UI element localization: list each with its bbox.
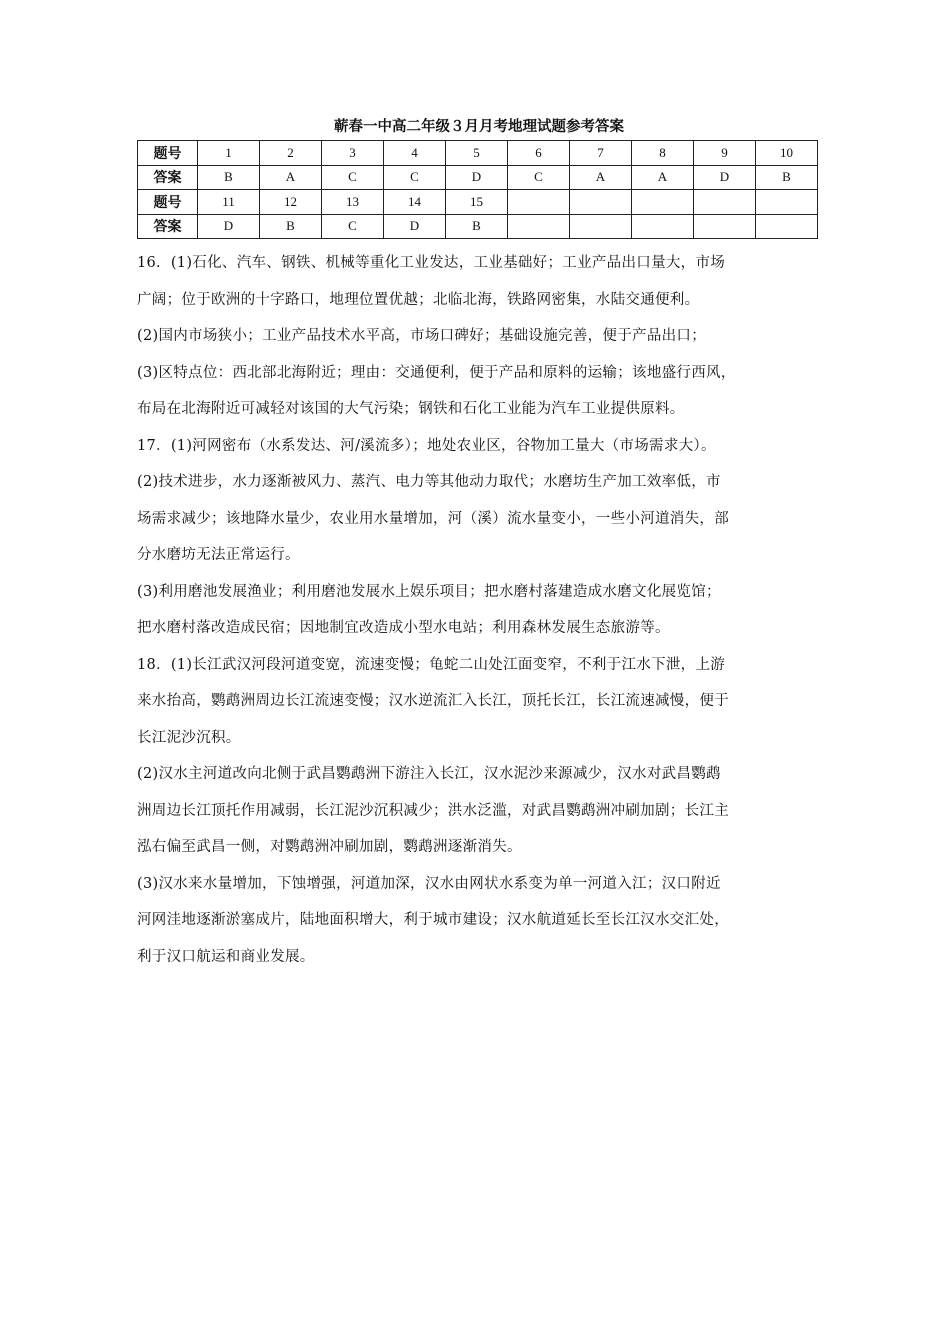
answer-line: 来水抬高，鹦鹉洲周边长江流速变慢；汉水逆流汇入长江，顶托长江，长江流速减慢，便于 <box>137 693 729 709</box>
answer-line: 分水磨坊无法正常运行。 <box>137 547 300 563</box>
row-label: 答案 <box>138 214 198 239</box>
answer-paragraph <box>137 318 817 355</box>
answer-line: (3)利用磨池发展渔业；利用磨池发展水上娱乐项目；把水磨村落建造成水磨文化展览馆； <box>137 583 721 600</box>
table-cell: A <box>260 165 322 190</box>
table-cell: C <box>322 214 384 239</box>
table-cell: C <box>322 165 384 190</box>
answer-line: 16．(1)石化、汽车、钢铁、机械等重化工业发达，工业基础好；工业产品出口量大，市场 <box>137 255 726 271</box>
table-row <box>138 214 818 239</box>
answer-paragraph <box>137 428 817 465</box>
answer-line: 河网洼地逐渐淤塞成片，陆地面积增大，利于城市建设；汉水航道延长至长江汉水交汇处， <box>137 912 729 928</box>
answer-line: (3)汉水来水量增加，下蚀增强，河道加深，汉水由网状水系变为单一河道入江；汉口附近 <box>137 875 721 892</box>
answer-line: 泓右偏至武昌一侧，对鹦鹉洲冲刷加剧，鹦鹉洲逐渐消失。 <box>137 839 522 855</box>
page-title: 蕲春一中高二年级３月月考地理试题参考答案 <box>334 118 624 135</box>
table-cell: D <box>694 165 756 190</box>
answer-line: 广阔；位于欧洲的十字路口，地理位置优越；北临北海，铁路网密集，水陆交通便利。 <box>137 291 700 308</box>
table-row <box>138 165 818 190</box>
answer-line: 把水磨村落改造成民宿；因地制宜改造成小型水电站；利用森林发展生态旅游等。 <box>137 620 670 636</box>
answer-paragraph <box>137 464 817 574</box>
table-cell: A <box>570 165 632 190</box>
table-cell <box>756 190 818 215</box>
table-row <box>138 141 818 166</box>
table-cell <box>632 190 694 215</box>
row-label: 题号 <box>138 190 198 215</box>
table-cell: 14 <box>384 190 446 215</box>
answer-line: (2)技术进步，水力逐渐被风力、蒸汽、电力等其他动力取代；水磨坊生产加工效率低，市 <box>137 474 721 490</box>
table-cell: D <box>384 214 446 239</box>
row-label: 答案 <box>138 165 198 190</box>
answer-paragraph <box>137 245 817 318</box>
table-row <box>138 190 818 215</box>
table-cell <box>508 190 570 215</box>
table-cell: B <box>446 214 508 239</box>
table-cell: B <box>756 165 818 190</box>
table-cell: 1 <box>198 141 260 166</box>
answer-explanations <box>137 245 817 975</box>
table-cell: B <box>198 165 260 190</box>
table-cell: 12 <box>260 190 322 215</box>
answer-paragraph <box>137 756 817 866</box>
answer-paragraph <box>137 355 817 428</box>
table-cell: C <box>384 165 446 190</box>
table-cell <box>508 214 570 239</box>
answer-paragraph <box>137 866 817 976</box>
answer-line: 长江泥沙沉积。 <box>137 729 241 746</box>
table-cell: 11 <box>198 190 260 215</box>
answer-line: 洲周边长江顶托作用减弱，长江泥沙沉积减少；洪水泛滥，对武昌鹦鹉洲冲刷加剧；长江主 <box>137 802 729 819</box>
table-cell <box>570 190 632 215</box>
table-cell <box>694 190 756 215</box>
answer-line: 场需求减少；该地降水量少，农业用水量增加，河（溪）流水量变小，一些小河道消失，部 <box>137 510 729 527</box>
table-cell: D <box>446 165 508 190</box>
table-cell: 15 <box>446 190 508 215</box>
table-cell: B <box>260 214 322 239</box>
answer-paragraph <box>137 574 817 647</box>
row-label: 题号 <box>138 141 198 166</box>
table-cell <box>694 214 756 239</box>
table-cell: D <box>198 214 260 239</box>
answer-line: (2)汉水主河道改向北侧于武昌鹦鹉洲下游注入长江，汉水泥沙来源减少，汉水对武昌鹦鹉 <box>137 766 721 782</box>
answer-table <box>137 140 818 239</box>
table-cell: 5 <box>446 141 508 166</box>
table-cell: 9 <box>694 141 756 166</box>
answer-line: 18．(1)长江武汉河段河道变宽，流速变慢；龟蛇二山处江面变窄，不利于江水下泄，上游 <box>137 656 726 673</box>
table-cell <box>570 214 632 239</box>
table-cell: 8 <box>632 141 694 166</box>
answer-line: (2)国内市场狭小；工业产品技术水平高，市场口碑好；基础设施完善，便于产品出口； <box>137 328 707 344</box>
table-cell: 10 <box>756 141 818 166</box>
table-cell <box>632 214 694 239</box>
table-cell: 3 <box>322 141 384 166</box>
table-cell <box>756 214 818 239</box>
table-cell: A <box>632 165 694 190</box>
answer-paragraph <box>137 647 817 757</box>
table-cell: 2 <box>260 141 322 166</box>
table-cell: 6 <box>508 141 570 166</box>
table-cell: 13 <box>322 190 384 215</box>
table-cell: 4 <box>384 141 446 166</box>
answer-line: 布局在北海附近可减轻对该国的大气污染；钢铁和石化工业能为汽车工业提供原料。 <box>137 401 685 417</box>
table-cell: C <box>508 165 570 190</box>
answer-line: 17．(1)河网密布（水系发达、河/溪流多）；地处农业区，谷物加工量大（市场需求大）。 <box>137 437 716 454</box>
answer-line: (3)区特点位：西北部北海附近；理由：交通便利，便于产品和原料的运输；该地盛行西风， <box>137 364 736 381</box>
answer-sheet <box>137 114 817 975</box>
table-cell: 7 <box>570 141 632 166</box>
answer-line: 利于汉口航运和商业发展。 <box>137 948 315 965</box>
